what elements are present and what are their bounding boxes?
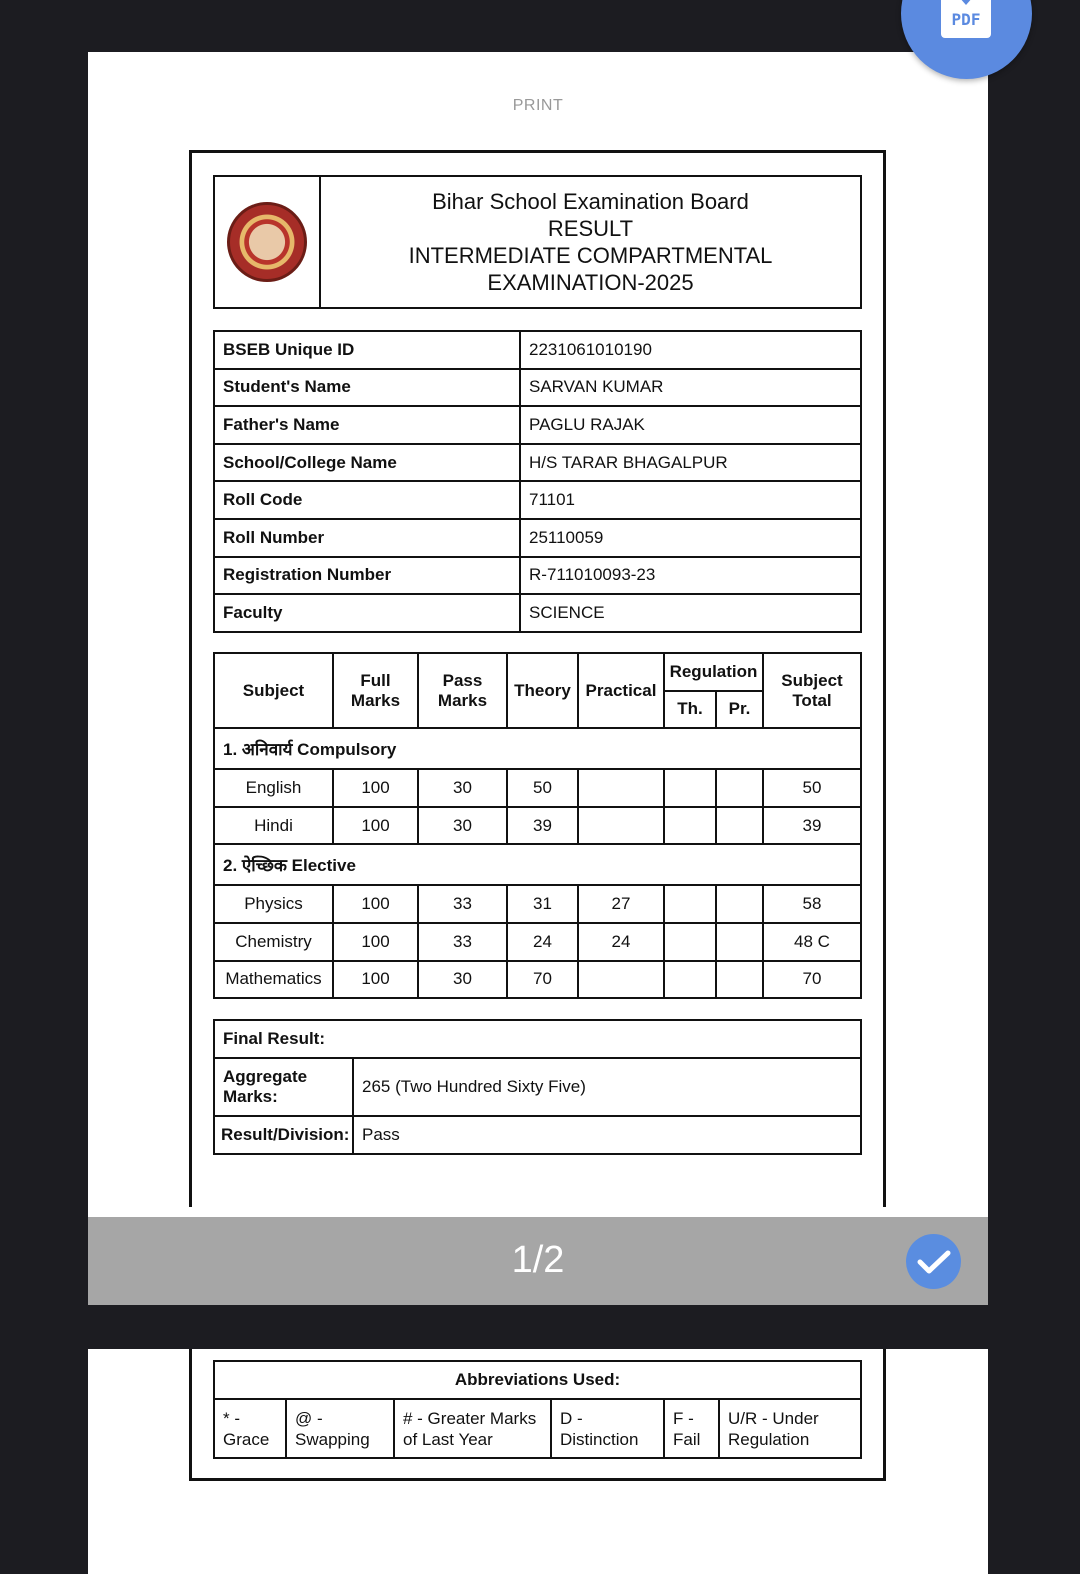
info-value: SARVAN KUMAR (520, 369, 861, 407)
info-row (214, 331, 861, 369)
mark-cell: 33 (418, 885, 507, 923)
info-row (214, 369, 861, 407)
subject-row (214, 807, 861, 845)
info-label: Faculty (214, 594, 520, 632)
aggregate-value: 265 (Two Hundred Sixty Five) (353, 1058, 861, 1116)
col-reg-pr: Pr. (716, 691, 763, 729)
abbreviation-item: @ - Swapping (286, 1399, 394, 1458)
header-table (213, 175, 862, 309)
pdf-icon (941, 0, 991, 38)
info-label: Father's Name (214, 406, 520, 444)
result-page-1 (88, 52, 988, 1217)
board-name: Bihar School Examination Board (432, 189, 749, 214)
info-row (214, 519, 861, 557)
mark-cell: 70 (763, 961, 861, 999)
result-page-2 (88, 1349, 988, 1574)
mark-cell: 24 (507, 923, 578, 961)
info-label: Roll Number (214, 519, 520, 557)
mark-cell: 30 (418, 807, 507, 845)
col-theory: Theory (507, 653, 578, 728)
info-row (214, 406, 861, 444)
info-value: H/S TARAR BHAGALPUR (520, 444, 861, 482)
info-label: Registration Number (214, 557, 520, 595)
final-result-table (213, 1019, 862, 1155)
col-full-marks: Full Marks (333, 653, 418, 728)
marks-table (213, 652, 862, 999)
info-label: Roll Code (214, 481, 520, 519)
mark-cell (716, 923, 763, 961)
section-elective: 2. ऐच्छिक Elective (214, 844, 861, 885)
mark-cell: 30 (418, 961, 507, 999)
info-value: 25110059 (520, 519, 861, 557)
page-indicator-bar (88, 1217, 988, 1305)
mark-cell: 39 (507, 807, 578, 845)
mark-cell: 30 (418, 769, 507, 807)
select-page-checkbox[interactable] (906, 1234, 961, 1289)
mark-cell: 39 (763, 807, 861, 845)
mark-cell: 100 (333, 885, 418, 923)
mark-cell: 50 (507, 769, 578, 807)
col-reg-th: Th. (664, 691, 716, 729)
info-row (214, 481, 861, 519)
section-compulsory: 1. अनिवार्य Compulsory (214, 728, 861, 769)
final-result-title: Final Result: (214, 1020, 861, 1058)
info-value: SCIENCE (520, 594, 861, 632)
mark-cell: 70 (507, 961, 578, 999)
bseb-logo (227, 202, 307, 282)
mark-cell (716, 807, 763, 845)
abbreviation-item: # - Greater Marks of Last Year (394, 1399, 551, 1458)
result-value: Pass (353, 1116, 861, 1154)
mark-cell: English (214, 769, 333, 807)
mark-cell (716, 885, 763, 923)
mark-cell: Hindi (214, 807, 333, 845)
exam-name: INTERMEDIATE COMPARTMENTAL EXAMINATION-2025 (408, 243, 773, 295)
info-value: R-711010093-23 (520, 557, 861, 595)
mark-cell (578, 769, 664, 807)
info-value: PAGLU RAJAK (520, 406, 861, 444)
info-value: 2231061010190 (520, 331, 861, 369)
mark-cell: Mathematics (214, 961, 333, 999)
abbreviation-item: * - Grace (214, 1399, 286, 1458)
info-row (214, 557, 861, 595)
subject-row (214, 769, 861, 807)
mark-cell: Physics (214, 885, 333, 923)
info-row (214, 594, 861, 632)
mark-cell: Chemistry (214, 923, 333, 961)
logo-cell (214, 176, 320, 308)
abbreviation-item: F - Fail (664, 1399, 719, 1458)
subject-row (214, 885, 861, 923)
col-subject-total: Subject Total (763, 653, 861, 728)
pdf-label: PDF (951, 10, 981, 29)
abbreviation-item: U/R - Under Regulation (719, 1399, 861, 1458)
mark-cell (664, 961, 716, 999)
col-regulation: Regulation (664, 653, 763, 691)
subject-row (214, 923, 861, 961)
result-title: RESULT (547, 216, 634, 241)
student-info-table (213, 330, 862, 633)
mark-cell: 100 (333, 961, 418, 999)
mark-cell: 50 (763, 769, 861, 807)
mark-cell (716, 769, 763, 807)
mark-cell: 100 (333, 807, 418, 845)
mark-cell: 100 (333, 769, 418, 807)
subject-row (214, 961, 861, 999)
abbreviations-table (213, 1360, 862, 1459)
mark-cell: 27 (578, 885, 664, 923)
aggregate-label: Aggregate Marks: (214, 1058, 353, 1116)
page-counter: 1/2 (511, 1239, 565, 1281)
mark-cell: 58 (763, 885, 861, 923)
abbreviation-item: D - Distinction (551, 1399, 664, 1458)
col-practical: Practical (578, 653, 664, 728)
info-label: BSEB Unique ID (214, 331, 520, 369)
check-icon (917, 1249, 951, 1275)
info-label: School/College Name (214, 444, 520, 482)
info-value: 71101 (520, 481, 861, 519)
abbreviations-title: Abbreviations Used: (214, 1361, 861, 1399)
mark-cell (664, 769, 716, 807)
info-label: Student's Name (214, 369, 520, 407)
mark-cell (578, 961, 664, 999)
mark-cell: 31 (507, 885, 578, 923)
result-label: Result/Division: (214, 1116, 353, 1154)
mark-cell: 24 (578, 923, 664, 961)
col-pass-marks: Pass Marks (418, 653, 507, 728)
print-label[interactable]: PRINT (512, 97, 564, 114)
info-row (214, 444, 861, 482)
col-subject: Subject (214, 653, 333, 728)
mark-cell (664, 807, 716, 845)
mark-cell: 33 (418, 923, 507, 961)
mark-cell (716, 961, 763, 999)
mark-cell (664, 885, 716, 923)
mark-cell (578, 807, 664, 845)
mark-cell (664, 923, 716, 961)
mark-cell: 100 (333, 923, 418, 961)
mark-cell: 48 C (763, 923, 861, 961)
